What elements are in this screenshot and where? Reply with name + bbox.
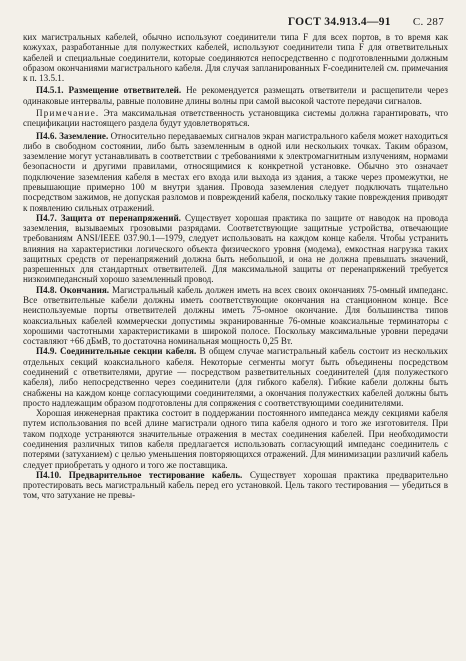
paragraph-text: Относительно передаваемых сигналов экран магистрального кабеля может находиться либо в свободном состоянии, либо быть заземленным в одной или нескольких точках. Таким образом, заземление могут устанавливать в соответствии с требованиями к электромагнитным излучениям, нормами безопасности и другими правилами, относящимися к конкретной установке. Обычно это означает подключение заземления кабеля в местах его входа или выхода из здания, а также через промежутки, не превышающие примерно 100 м внутри здания. Провода заземления следует подключать тщательно посредством зажимов, не допуская разломов и повреждений кабеля, поскольку такие повреждения приводят к появлению сильных отражений.	[23, 130, 448, 213]
paragraph-text: ких магистральных кабелей, обычно используют соединители типа F для всех портов, в то время как кожухах, разработанные для полужестких кабелей, используют соединители типа F для ответвительных кабелей и специальные соединители, которые соединяются непосредственно с подготовленными должным образом окончаниями магистрального кабеля. Для случая запланированных F-соединителей см. примечания к п. 13.5.1.	[23, 32, 448, 84]
paragraph-continuation	[23, 32, 448, 83]
section-heading: П4.6. Заземление.	[36, 130, 109, 141]
document-body	[23, 32, 448, 501]
section-heading: П4.8. Окончания.	[36, 284, 110, 295]
paragraph-note	[23, 108, 448, 129]
paragraph-surge-protection	[23, 213, 448, 285]
paragraph-text: Существует хорошая практика предварительно протестировать весь магистральный кабель перед его установкой. Цель такого тестирования — убедиться в том, что затухание не превы-	[23, 469, 448, 501]
paragraph-text: Хорошая инженерная практика состоит в поддержании постоянного импеданса между секциями кабеля путем использования по всей длине магистрали одного типа кабеля одного и того же изготовителя. При таком подходе устраняются значительные отражения в местах соединения кабелей. При необходимости соединения различных типов кабеля предлагается использовать согласующий импеданс соединитель с потерями (затуханием) с целью уменьшения повторяющихся отражений. Для минимизации различий кабель следует приобретать у одного и того же поставщика.	[23, 408, 448, 470]
section-heading: П4.9. Соединительные секции кабеля.	[36, 346, 197, 357]
paragraph-pretesting	[23, 470, 448, 501]
paragraph-tap-placement	[23, 85, 448, 106]
paragraph-cable-sections	[23, 346, 448, 408]
note-heading: Примечание.	[36, 107, 100, 118]
paragraph-grounding	[23, 131, 448, 213]
paragraph-text: Не рекомендуется размещать ответвители и расщепители через одинаковые интервалы, равные половине длины волны при самой высокой частоте передачи сигналов.	[23, 85, 448, 106]
page-number: С. 287	[412, 16, 444, 28]
paragraph-terminations	[23, 285, 448, 347]
section-heading: П4.5.1. Размещение ответвителей.	[36, 85, 182, 96]
page-header	[23, 16, 444, 28]
paragraph-text: Существует хорошая практика по защите от наводок на провода заземления, вызываемых грозовыми разрядами. Соответствующие защитные устройства, отвечающие требованиям ANSI/IEEE 037.90.1—1979, следует использовать на каждом конце кабеля. Чтобы устранить влияния на характеристики логического объекта физического уровня (модема), емкостная нагрузка таких защитных средств от перенапряжений должна быть небольшой, и она не должна превышать значений, разрешенных для стандартных ответвителей. Для максимальной защиты от перенапряжений требуется низкоимпедансный хорошо заземленный провод.	[23, 212, 449, 285]
paragraph-text: Эта максимальная ответственность установщика системы должна гарантировать, что спецификации настоящего раздела будут удовлетворяться.	[23, 107, 448, 129]
section-heading: П4.10. Предварительное тестирование кабель.	[36, 469, 243, 480]
standard-number: ГОСТ 34.913.4—91	[287, 16, 391, 28]
paragraph-engineering-practice	[23, 408, 448, 470]
paragraph-text: Магистральный кабель должен иметь на всех своих окончаниях 75-омный импеданс. Все ответвительные кабели должны иметь соответствующие окончания на станционном конце. Все неиспользуемые порты ответвителей должны иметь 75-омное окончание. Для большинства типов коаксиальных кабелей коммерчески допустимы экранированные 76-омные коаксиальные терминаторы с хорошими частотными характеристиками в широкой полосе. Поскольку максимальные уровни передачи составляют +66 дБмВ, то достаточна номинальная мощность 0,25 Вт.	[23, 284, 448, 347]
paragraph-text: В общем случае магистральный кабель состоит из нескольких отдельных секций коаксиального кабеля. Некоторые сегменты могут быть объединены посредством соединений с ответвителями, другие — посредством разветвительных соединителей (для полужесткого кабеля), либо непосредственно через соединители (для гибкого кабеля). Гибкие кабели должны быть снабжены на каждом конце согласующими соединителями, а окончания полужестких кабелей должны быть просто надлежащим образом подготовлены для сопряжения с соответствующими соединителями.	[23, 346, 448, 408]
section-heading: П4.7. Защита от перенапряжений.	[36, 212, 181, 223]
